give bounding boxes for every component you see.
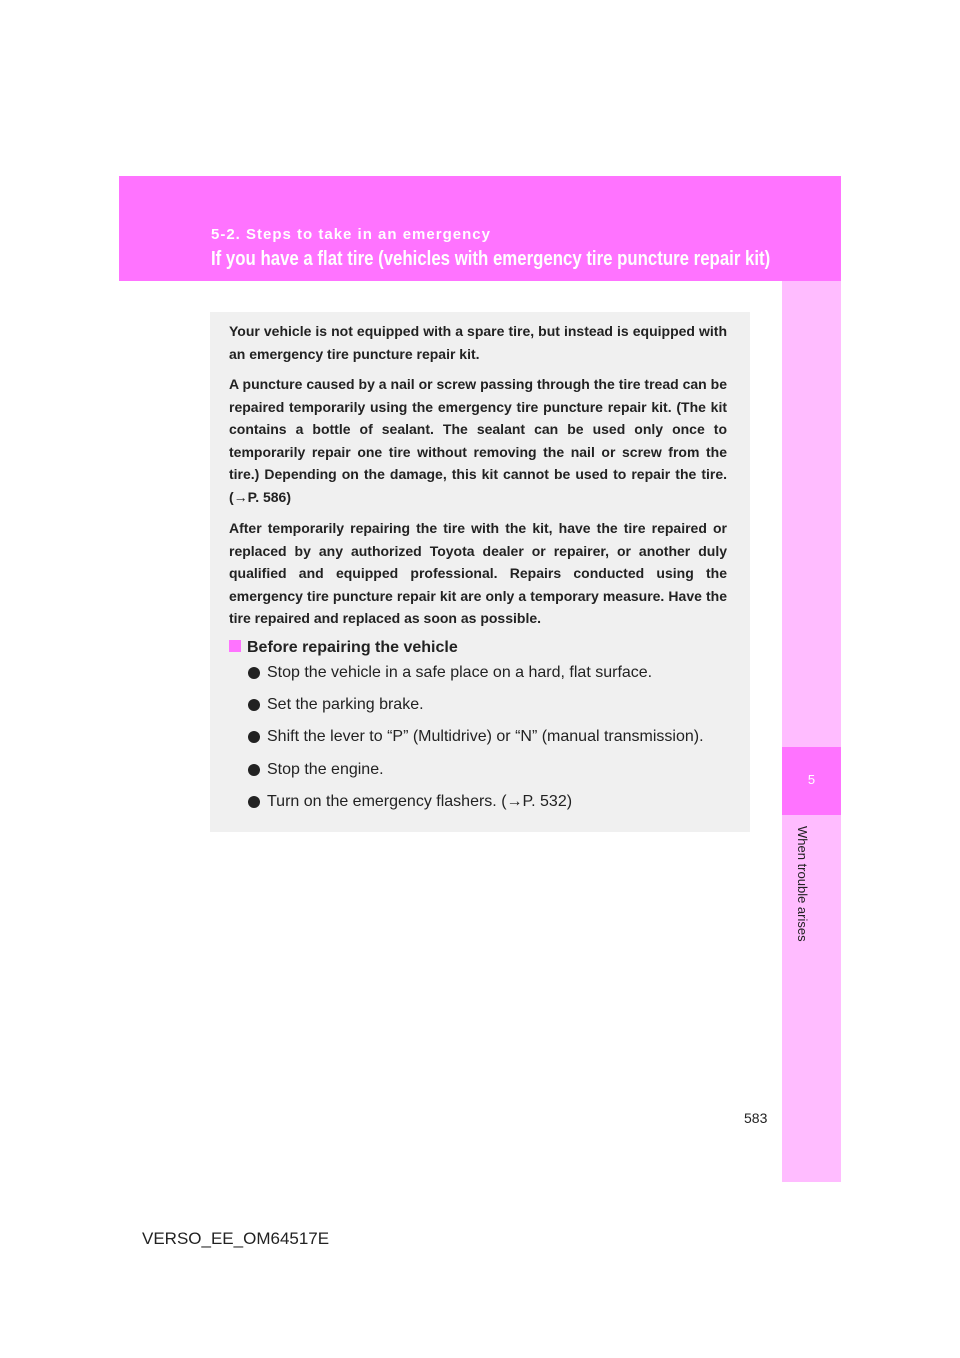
chapter-header [119,176,841,281]
intro-paragraph: Your vehicle is not equipped with a spare tire, but instead is equipped with an emergency tire puncture repair kit. [229,323,727,362]
subheading-text: Before repairing the vehicle [247,639,458,656]
page-title: If you have a flat tire (vehicles with emergency tire puncture repair kit) [211,248,771,270]
list-item [248,664,748,696]
repair-paragraph: After temporarily repairing the tire with the kit, have the tire repaired or replaced by any authorized Toyota dealer or repairer, or another duly qualified and equipped professional. Repairs conducted using the emergency tire puncture repair kit are only a temporary measure. Have the tire repaired and replaced as soon as possible. [229,520,727,627]
square-bullet-icon [229,640,241,652]
bullet-dot-icon [248,699,260,711]
list-item [248,793,748,825]
chapter-name: When trouble arises [795,826,810,942]
list-item-text: Set the parking brake. [267,696,424,714]
list-item-text: Stop the vehicle in a safe place on a hard, flat surface. [267,664,653,681]
bullet-dot-icon [248,731,260,743]
page-number: 583 [744,1110,768,1126]
bullet-dot-icon [248,667,260,679]
list-item [248,728,748,760]
puncture-paragraph: A puncture caused by a nail or screw passing through the tire tread can be repaired temporarily using the emergency tire puncture repair kit. (The kit contains a bottle of sealant. The sealant can be used only once to temporarily repair one tire without removing the nail or screw from the tire.) Depending on the damage, this kit cannot be used to repair the tire. (→P. 586) [229,376,727,505]
list-item-text: Turn on the emergency flashers. (→P. 532) [267,792,573,810]
subheading [229,639,458,657]
list-item-text: Stop the engine. [267,760,384,778]
bullet-dot-icon [248,764,260,776]
bullet-dot-icon [248,796,260,808]
chapter-tab[interactable] [782,747,841,815]
section-label: 5-2. Steps to take in an emergency [211,226,491,243]
document-code: VERSO_EE_OM64517E [142,1229,330,1248]
list-item [248,761,748,793]
chapter-number: 5 [807,772,816,787]
bullet-list [248,664,748,825]
list-item-text: Shift the lever to “P” (Multidrive) or “N” (manual transmission). [267,728,704,746]
side-thumb-strip [782,281,841,1182]
list-item [248,696,748,728]
content-box [210,312,750,832]
